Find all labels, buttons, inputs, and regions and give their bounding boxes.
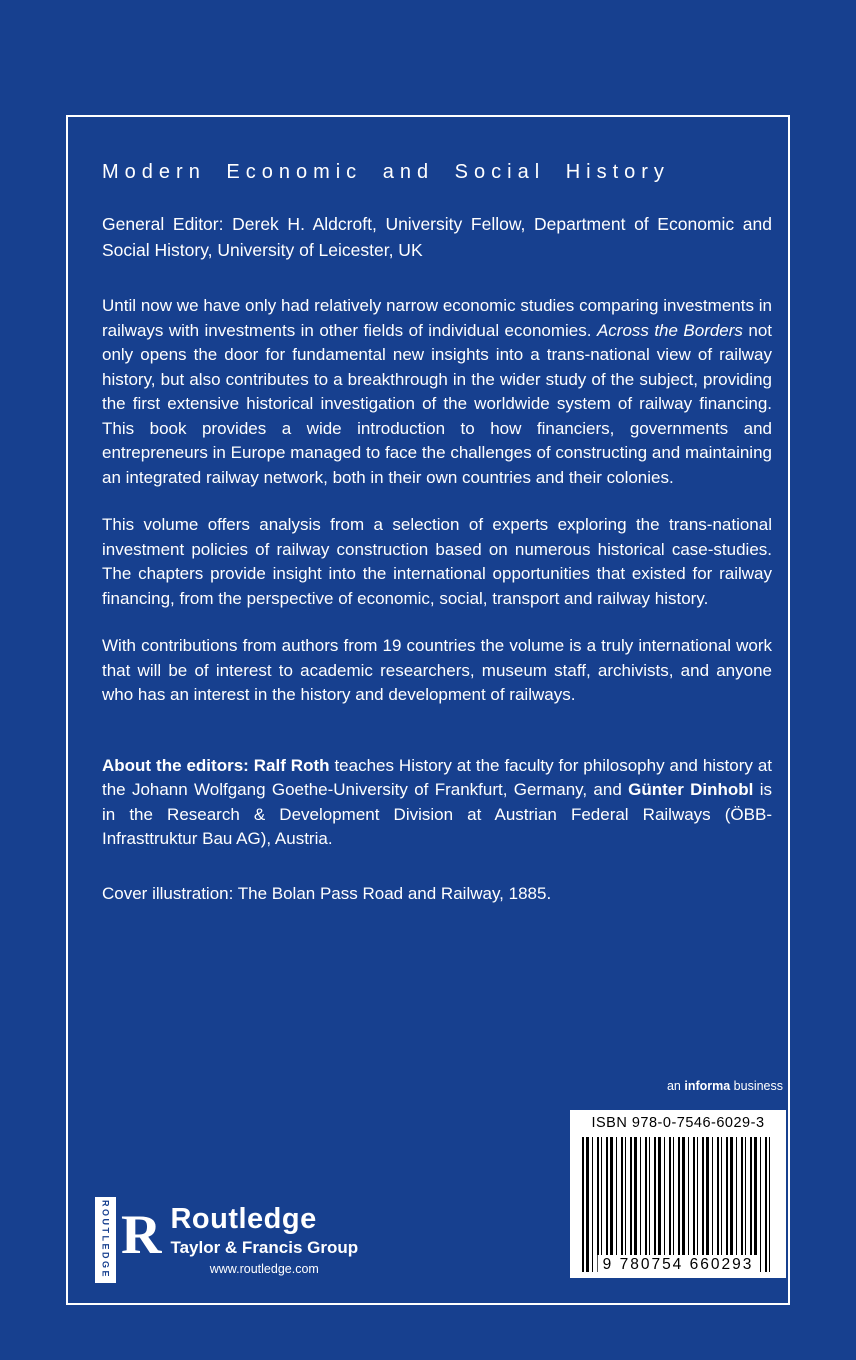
about-editors-bold-1: About the editors: Ralf Roth <box>102 755 330 775</box>
about-editors-paragraph <box>102 754 772 852</box>
barcode-bars-icon <box>582 1137 774 1272</box>
paragraph-1 <box>102 294 772 490</box>
barcode-bars-area <box>582 1137 774 1272</box>
series-title: Modern Economic and Social History <box>102 161 670 183</box>
informa-suffix: business <box>730 1079 783 1093</box>
publisher-name: Routledge <box>170 1202 317 1235</box>
informa-prefix: an <box>666 1079 685 1093</box>
publisher-website: www.routledge.com <box>209 1262 319 1277</box>
informa-business-line <box>667 1079 783 1093</box>
paragraph-2: This volume offers analysis from a selection of experts exploring the trans-national investment policies of railway construction based on numerous historical case-studies. The chapters provide insight into the international opportunities that existed for railway financing, from the perspective of economic, social, transport and railway history. <box>102 515 772 608</box>
routledge-vertical-banner <box>95 1197 116 1283</box>
isbn-barcode-block <box>570 1110 786 1278</box>
isbn-label: ISBN 978-0-7546-6029-3 <box>591 1115 765 1131</box>
paragraph-1-text-b: not only opens the door for fundamental new insights into a trans-national view of railway history, but also contributes to a breakthrough in the wider study of the subject, providing the first extensive historical investigation of the worldwide system of railway financing. This book provides a wide introduction to how financiers, governments and entrepreneurs in Europe managed to face the challenges of constructing and maintaining an integrated railway network, both in their own countries and their colonies. <box>102 320 773 487</box>
about-editors-text-b: is in the Research & Development Division at Austrian Federal Railways (ÖBB-Infrasttruktur Bau AG), Austria. <box>102 780 772 848</box>
informa-brand: informa <box>684 1079 731 1093</box>
general-editor-line: General Editor: Derek H. Aldcroft, University Fellow, Department of Economic and Social History, University of Leicester, UK <box>102 214 772 260</box>
publisher-group: Taylor & Francis Group <box>170 1238 359 1258</box>
about-editors-text-a: teaches History at the faculty for philosophy and history at the Johann Wolfgang Goethe-University of Frankfurt, Germany, and <box>102 755 772 799</box>
routledge-logo <box>95 1197 358 1283</box>
back-cover-content <box>68 117 788 906</box>
cover-illustration-credit: Cover illustration: The Bolan Pass Road and Railway, 1885. <box>102 883 552 903</box>
paragraph-3: With contributions from authors from 19 countries the volume is a truly international work that will be of interest to academic researchers, museum staff, archivists, and anyone who has an interest in the history and development of railways. <box>102 636 772 704</box>
paragraph-1-text-a: Until now we have only had relatively narrow economic studies comparing investments in railways with investments in other fields of individual economies. <box>102 296 772 340</box>
back-cover-panel <box>66 115 790 1305</box>
routledge-vertical-text: ROUTLEDGE <box>100 1200 111 1280</box>
book-title-italic: Across the Borders <box>596 320 743 340</box>
publisher-text-block <box>170 1204 358 1277</box>
barcode-number: 9 780754 660293 <box>598 1255 759 1274</box>
routledge-r-icon: R <box>121 1204 162 1266</box>
about-editors-bold-2: Günter Dinhobl <box>628 780 754 799</box>
